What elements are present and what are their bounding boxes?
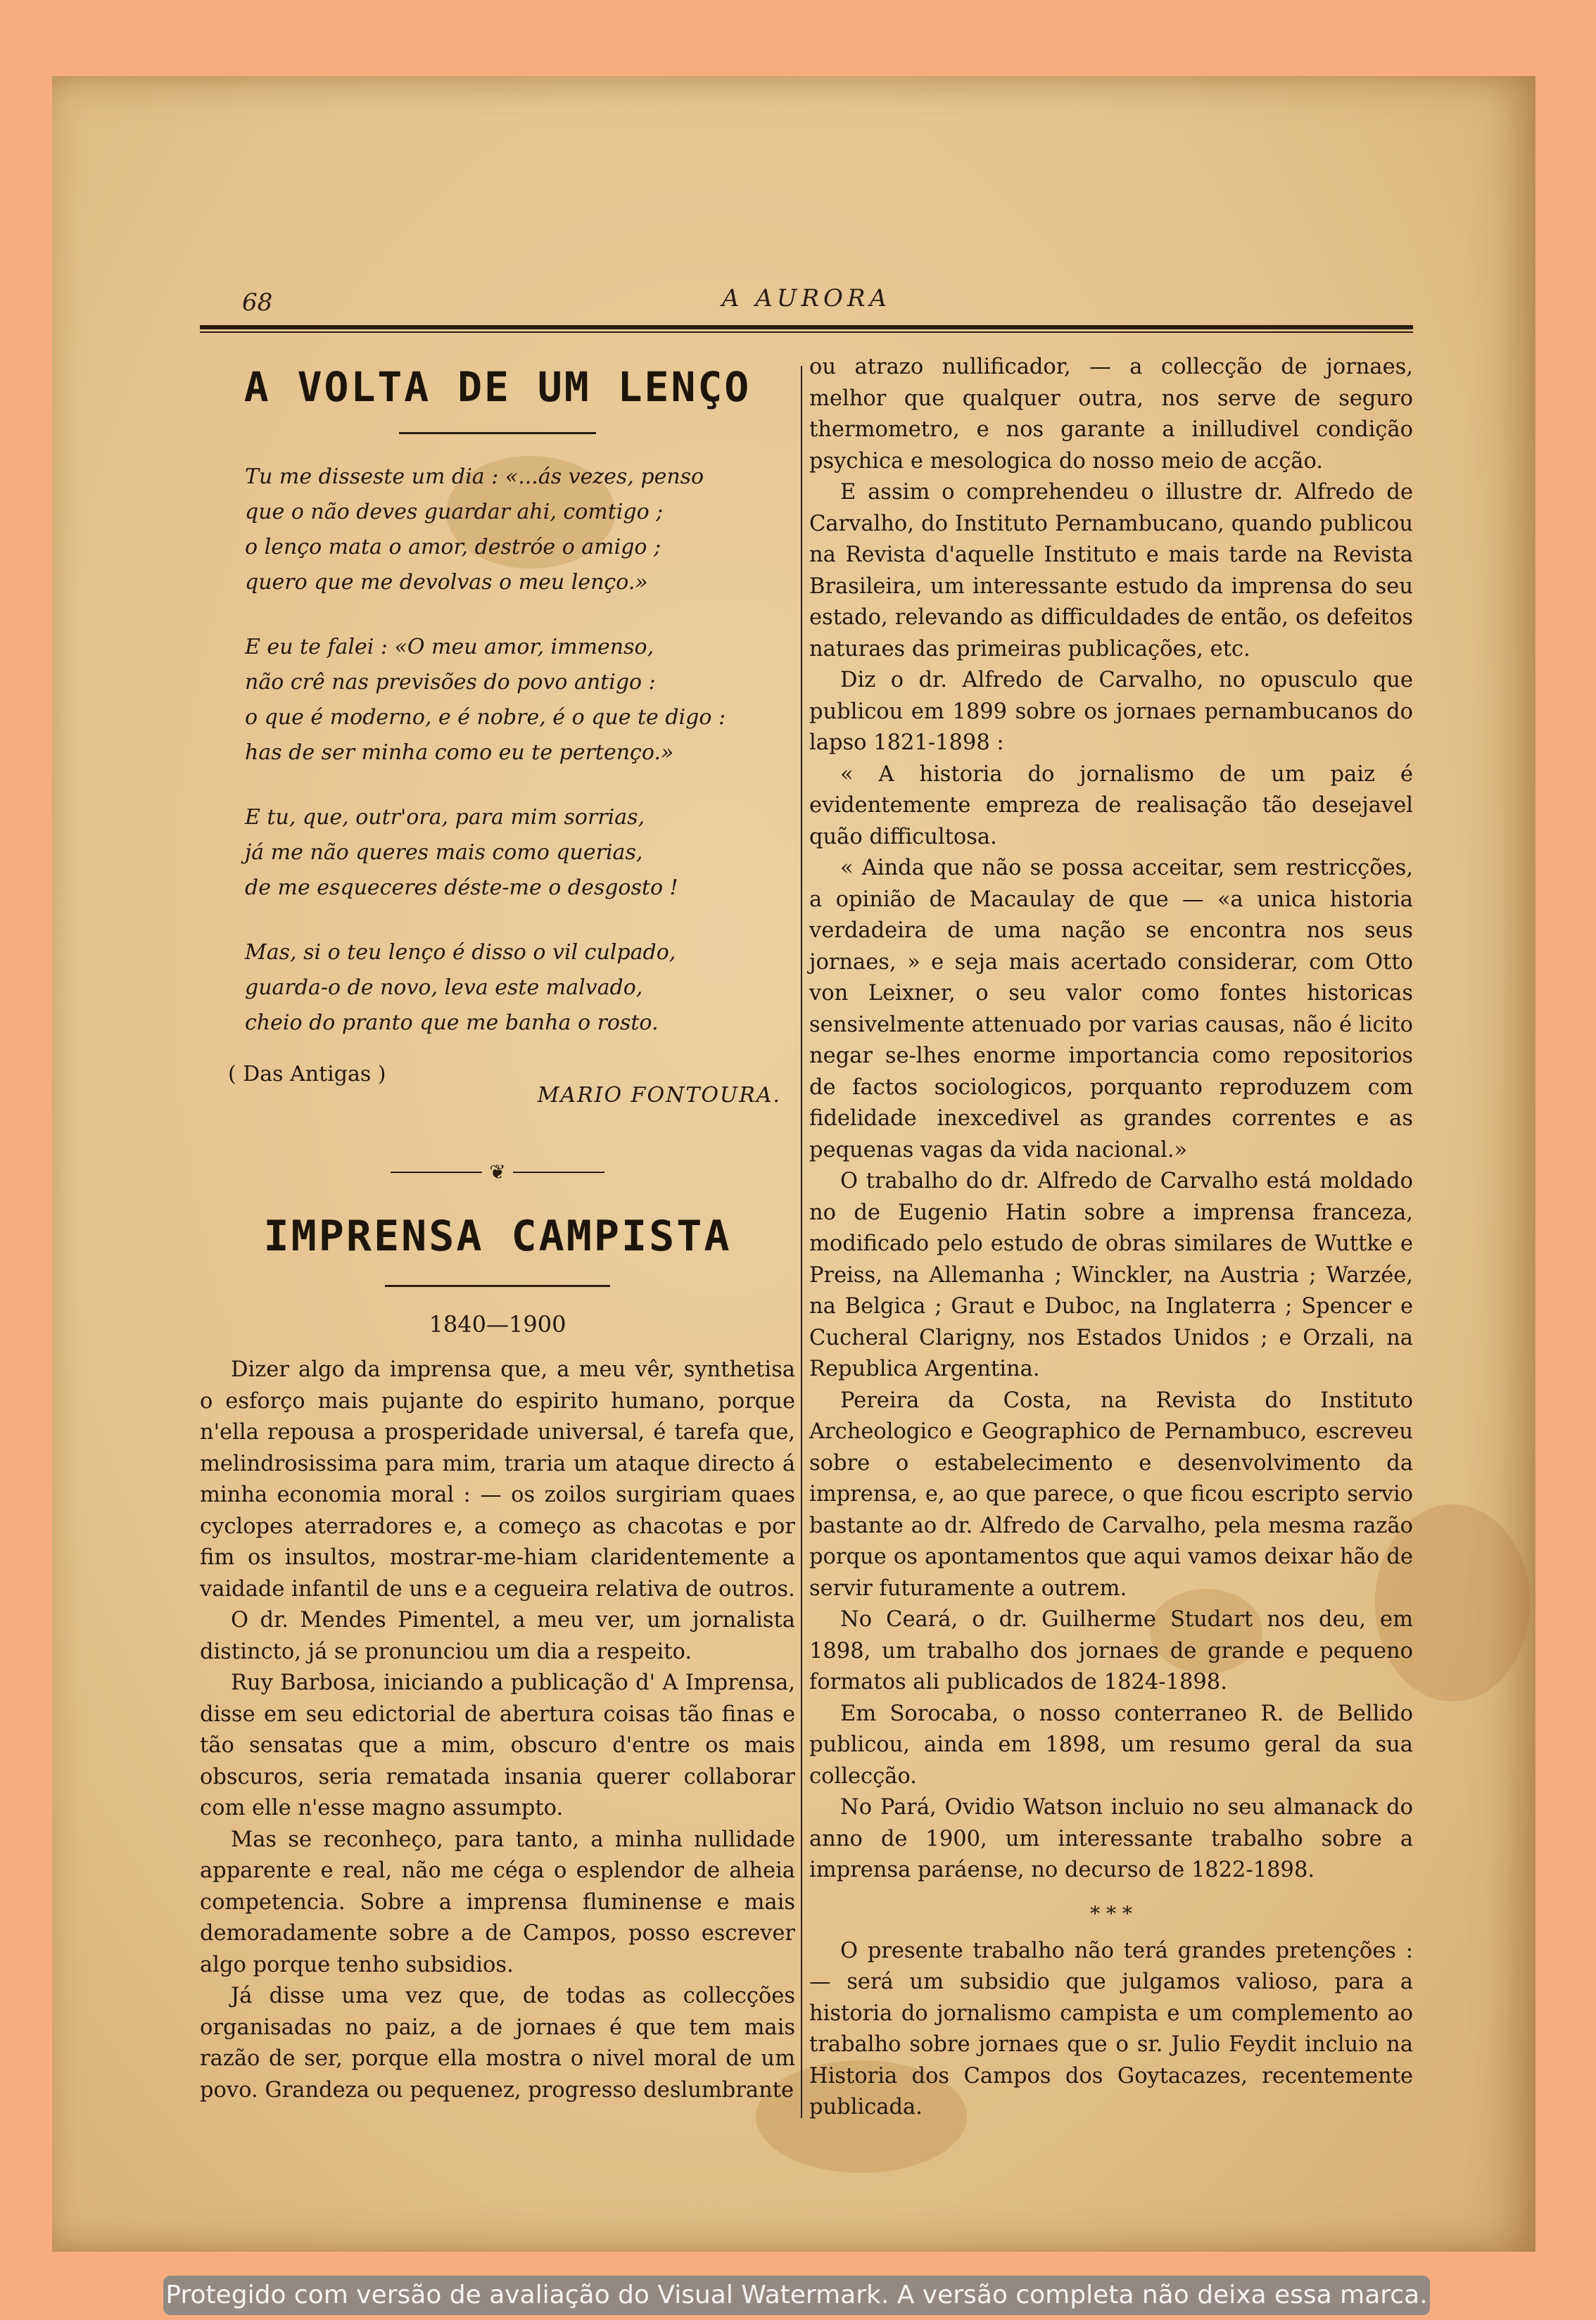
article-title-rule xyxy=(385,1285,610,1287)
verse: já me não queres mais como querias, xyxy=(245,840,643,865)
paragraph: « A historia do jornalismo de um paiz é evidentemente empreza de realisação tão desejavel quão difficultosa. xyxy=(809,761,1413,849)
poem-attribution xyxy=(200,1062,795,1125)
ornament-line-right xyxy=(513,1172,604,1173)
left-column xyxy=(200,342,795,2106)
verse: guarda-o de novo, leva este malvado, xyxy=(245,975,643,1000)
paragraph: Diz o dr. Alfredo de Carvalho, no opusculo que publicou em 1899 sobre os jornaes pernambucanos do lapso 1821-1898 : xyxy=(809,668,1413,755)
verse: não crê nas previsões do povo antigo : xyxy=(245,670,656,695)
journal-title: A AURORA xyxy=(721,284,892,312)
fleuron-icon: ❦ xyxy=(489,1160,506,1184)
paragraph: Ruy Barbosa, iniciando a publicação d' A Imprensa, disse em seu edictorial de abertura coisas tão finas e tão sensatas que a mim, obscuro d'entre os mais obscuros, seria rematada insania querer collaborar com elle n'esse magno assumpto. xyxy=(200,1671,795,1820)
paragraph: ou atrazo nullificador, — a collecção de jornaes, melhor que qualquer outra, nos serve de seguro thermometro, e nos garante a inilludivel condição psychica e mesologica do nosso meio de acção. xyxy=(809,355,1413,474)
verse: que o não deves guardar ahi, comtigo ; xyxy=(245,500,664,524)
ornament-line-left xyxy=(391,1172,482,1173)
article-dateline: 1840—1900 xyxy=(429,1311,566,1338)
verse: has de ser minha como eu te pertenço.» xyxy=(245,740,674,765)
page-number: 68 xyxy=(242,289,273,317)
paragraph: Já disse uma vez que, de todas as collecções organisadas no paiz, a de jornaes é que tem mais razão de ser, porque ella mostra o nivel moral de um povo. Grandeza ou pequenez, progresso deslumbrante xyxy=(200,1984,795,2103)
paragraph: Mas se reconheço, para tanto, a minha nullidade apparente e real, não me céga o esplendor de alheia competencia. Sobre a imprensa fluminense e mais demoradamente sobre a de Campos, posso escrever algo porque tenho subsidios. xyxy=(200,1827,795,1977)
verse: E tu, que, outr'ora, para mim sorrias, xyxy=(245,805,645,830)
paragraph: O presente trabalho não terá grandes pretenções : — será um subsidio que julgamos valioso, para a historia do jornalismo campista e um complemento ao trabalho sobre jornaes que o sr. Julio Feydit incluio na Historia dos Campos dos Goytacazes, recentemente publicada. xyxy=(809,1938,1413,2119)
paragraph: Em Sorocaba, o nosso conterraneo R. de Bellido publicou, ainda em 1898, um resumo geral da sua collecção. xyxy=(809,1701,1413,1789)
verse: de me esqueceres déste-me o desgosto ! xyxy=(245,875,678,900)
stanza-3 xyxy=(245,800,795,906)
paragraph: No Pará, Ovidio Watson incluio no seu almanack do anno de 1900, um interessante trabalho sobre a imprensa paráense, no decurso de 1822-1898. xyxy=(809,1795,1413,1882)
poem-source: ( Das Antigas ) xyxy=(228,1062,386,1086)
right-column xyxy=(809,352,1413,2124)
verse: quero que me devolvas o meu lenço.» xyxy=(245,570,648,595)
verse: o lenço mata o amor, destróe o amigo ; xyxy=(245,535,661,559)
title-rule xyxy=(399,432,596,434)
paragraph: O trabalho do dr. Alfredo de Carvalho está moldado no de Eugenio Hatin sobre a imprensa franceza, modificado pelo estudo de obras similares de Wuttke e Preiss, na Allemanha ; Winckler, na Austria ; Warzée, na Belgica ; Graut e Duboc, na Inglaterra ; Spencer e Cucheral Clarigny, nos Estados Unidos ; e Orzali, na Republica Argentina. xyxy=(809,1169,1413,1381)
paragraph: E assim o comprehendeu o illustre dr. Alfredo de Carvalho, do Instituto Pernambucano, quando publicou na Revista d'aquelle Instituto e mais tarde na Revista Brasileira, um interessante estudo da imprensa do seu estado, relevando as difficuldades de então, os defeitos naturaes das primeiras publicações, etc. xyxy=(809,480,1413,661)
stanza-1 xyxy=(245,459,795,600)
verse: Tu me disseste um dia : «...ás vezes, penso xyxy=(245,464,704,489)
stanza-4 xyxy=(245,935,795,1041)
article-body-right-continued xyxy=(809,1936,1413,2124)
header-rule xyxy=(200,325,1413,329)
stanza-2 xyxy=(245,630,795,771)
column-divider xyxy=(801,366,802,2118)
article-title: IMPRENSA CAMPISTA xyxy=(263,1212,732,1261)
article-body-right xyxy=(809,352,1413,1887)
header-rule-thin xyxy=(200,331,1413,333)
paragraph: No Ceará, o dr. Guilherme Studart nos deu, em 1898, um trabalho dos jornaes de grande e pequeno formatos ali publicados de 1824-1898. xyxy=(809,1607,1413,1694)
paragraph: Dizer algo da imprensa que, a meu vêr, synthetisa o esforço mais pujante do espirito humano, porque n'ella repousa a prosperidade universal, é tarefa que, melindrosissima para mim, traria um ataque directo á minha economia moral : — os zoilos surgiriam quaes cyclopes aterradores e, a começo as chacotas e por fim os insultos, mostrar-me-hiam claridentemente a vaidade infantil de uns e a cegueira relativa de outros. xyxy=(200,1357,795,1602)
paragraph: O dr. Mendes Pimentel, a meu ver, um jornalista distincto, já se pronunciou um dia a respeito. xyxy=(200,1608,795,1664)
paragraph: « Ainda que não se possa acceitar, sem restricções, a opinião de Macaulay de que — «a unica historia verdadeira de uma nação se encontra nos seus jornaes, » e seja mais acertado considerar, com Otto von Leixner, o seu valor como fontes historicas sensivelmente attenuado por varias causas, não é licito negar se-lhes enorme importancia como repositorios de factos sociologicos, porquanto reproduzem com fidelidade inexcedivel as grandes correntes e as pequenas vagas da vida nacional.» xyxy=(809,856,1413,1162)
verse: Mas, si o teu lenço é disso o vil culpado, xyxy=(245,940,676,965)
poem-body xyxy=(245,459,795,1041)
section-ornament xyxy=(200,1160,795,1184)
watermark-banner: Protegido com versão de avaliação do Visual Watermark. A versão completa não deixa essa marca. xyxy=(163,2276,1430,2315)
verse: E eu te falei : «O meu amor, immenso, xyxy=(245,635,654,659)
asterism-icon: * * * xyxy=(1090,1901,1132,1925)
verse: cheio do pranto que me banha o rosto. xyxy=(245,1010,659,1035)
verse: o que é moderno, e é nobre, é o que te digo : xyxy=(245,705,726,730)
poem-title: A VOLTA DE UM LENÇO xyxy=(243,363,752,411)
article-body-left xyxy=(200,1355,795,2106)
poem-author: MARIO FONTOURA. xyxy=(537,1083,781,1108)
paragraph: Pereira da Costa, na Revista do Instituto Archeologico e Geographico de Pernambuco, escreveu sobre o estabelecimento e desenvolvimento da imprensa, e, ao que parece, o que ficou escripto servio bastante ao dr. Alfredo de Carvalho, pela mesma razão porque os apontamentos que aqui vamos deixar hão de servir futuramente a outrem. xyxy=(809,1388,1413,1601)
